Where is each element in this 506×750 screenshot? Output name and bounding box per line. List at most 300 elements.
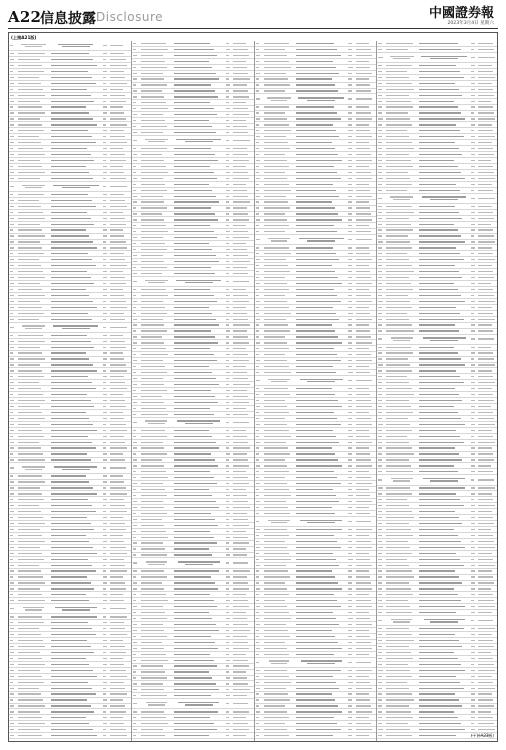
text-placeholder (18, 124, 41, 125)
table-cell (255, 436, 262, 437)
text-placeholder (348, 418, 351, 419)
table-cell (377, 394, 384, 395)
table-cell (139, 695, 173, 696)
text-placeholder (264, 253, 291, 254)
table-cell (225, 689, 232, 690)
table-cell (384, 95, 418, 96)
text-placeholder (348, 630, 352, 631)
table-cell (418, 347, 470, 348)
table-cell (109, 301, 131, 302)
text-placeholder (356, 207, 370, 208)
table-cell (9, 517, 16, 518)
text-placeholder (356, 436, 371, 437)
text-placeholder (478, 307, 492, 308)
table-cell (477, 388, 498, 389)
text-placeholder (386, 271, 413, 272)
table-cell (232, 531, 254, 532)
table-cell (9, 95, 16, 96)
text-placeholder (141, 366, 165, 367)
text-placeholder (141, 483, 163, 484)
table-cell (232, 618, 254, 619)
table-cell (255, 324, 262, 325)
text-placeholder (356, 418, 371, 419)
text-placeholder (110, 200, 125, 201)
text-placeholder (264, 354, 285, 355)
text-placeholder (256, 529, 260, 530)
text-placeholder (256, 154, 260, 155)
table-cell (9, 186, 16, 187)
text-placeholder (356, 648, 373, 649)
table-cell (132, 636, 139, 637)
text-placeholder (378, 224, 381, 225)
table-cell (225, 588, 232, 589)
table-cell (262, 535, 296, 536)
text-placeholder (51, 588, 94, 589)
text-placeholder (471, 142, 475, 143)
text-placeholder (18, 394, 43, 395)
table-cell (225, 324, 232, 325)
table-cell (132, 654, 139, 655)
text-placeholder (478, 83, 491, 84)
table-cell (102, 670, 109, 671)
table-cell (384, 313, 418, 314)
table-cell (232, 665, 254, 666)
table-cell (470, 83, 477, 84)
table-cell (16, 241, 50, 242)
text-placeholder (233, 447, 250, 448)
text-placeholder (103, 71, 107, 72)
table-cell (377, 283, 384, 284)
table-cell (132, 201, 139, 202)
text-placeholder (226, 624, 229, 625)
table-cell (262, 379, 296, 383)
text-placeholder (10, 688, 14, 689)
table-cell (50, 475, 102, 476)
table-cell (355, 529, 377, 530)
table-cell (50, 224, 102, 225)
text-placeholder (51, 394, 87, 395)
table-cell (377, 376, 384, 377)
table-cell (50, 466, 102, 470)
table-cell (470, 313, 477, 314)
table-cell (232, 654, 254, 655)
table-cell (347, 717, 354, 718)
text-placeholder (264, 489, 289, 490)
table-cell (50, 699, 102, 700)
table-cell (102, 664, 109, 665)
table-cell (139, 336, 173, 337)
table-cell (295, 520, 347, 524)
text-placeholder (419, 241, 465, 242)
text-placeholder (174, 548, 209, 549)
text-placeholder (10, 424, 14, 425)
table-cell (173, 390, 225, 391)
table-cell (109, 376, 131, 377)
table-cell (9, 705, 16, 706)
table-cell (295, 360, 347, 361)
text-placeholder (141, 618, 167, 619)
text-placeholder (348, 154, 351, 155)
table-cell (9, 160, 16, 161)
text-placeholder (478, 101, 491, 102)
table-cell (418, 172, 470, 173)
text-placeholder (51, 370, 97, 371)
text-placeholder (133, 84, 136, 85)
table-cell (16, 160, 50, 161)
table-cell (384, 319, 418, 320)
table-cell (255, 570, 262, 571)
table-cell (16, 253, 50, 254)
table-cell (139, 723, 173, 724)
text-placeholder (133, 689, 137, 690)
table-cell (132, 624, 139, 625)
text-placeholder (133, 324, 137, 325)
table-cell (102, 136, 109, 137)
text-placeholder (110, 186, 127, 187)
table-cell (109, 166, 131, 167)
table-cell (232, 537, 254, 538)
text-placeholder (133, 542, 137, 543)
text-placeholder (51, 358, 89, 359)
table-cell (262, 553, 296, 554)
table-cell (102, 71, 109, 72)
text-placeholder (233, 414, 248, 415)
table-cell (173, 313, 225, 314)
text-placeholder (471, 124, 475, 125)
text-placeholder (174, 402, 219, 403)
text-placeholder (296, 172, 337, 173)
text-placeholder (141, 108, 168, 109)
table-cell (9, 646, 16, 647)
text-placeholder (233, 49, 248, 50)
table-cell (355, 436, 377, 437)
text-placeholder (148, 141, 165, 142)
text-placeholder (174, 73, 216, 74)
text-placeholder (378, 106, 382, 107)
table-cell (102, 622, 109, 623)
table-cell (295, 553, 347, 554)
text-placeholder (348, 84, 352, 85)
text-placeholder (226, 166, 230, 167)
table-cell (477, 166, 498, 167)
text-placeholder (419, 71, 460, 72)
text-placeholder (141, 436, 167, 437)
table-cell (470, 259, 477, 260)
table-cell (109, 400, 131, 401)
text-placeholder (256, 682, 260, 683)
text-placeholder (174, 354, 214, 355)
text-placeholder (103, 570, 107, 571)
table-cell (225, 471, 232, 472)
text-placeholder (478, 198, 495, 199)
table-cell (377, 130, 384, 131)
table-cell (295, 670, 347, 671)
text-placeholder (264, 642, 286, 643)
table-cell (173, 465, 225, 466)
table-cell (255, 705, 262, 706)
table-cell (295, 124, 347, 125)
table-cell (109, 475, 131, 476)
text-placeholder (141, 542, 163, 543)
table-row (255, 658, 377, 668)
text-placeholder (233, 184, 246, 185)
text-placeholder (18, 430, 41, 431)
table-cell (255, 366, 262, 367)
table-cell (255, 541, 262, 542)
text-placeholder (356, 112, 371, 113)
table-cell (477, 301, 498, 302)
table-cell (50, 229, 102, 230)
table-cell (139, 660, 173, 661)
text-placeholder (256, 366, 259, 367)
text-placeholder (356, 154, 372, 155)
text-placeholder (226, 319, 229, 320)
table-cell (50, 628, 102, 629)
table-cell (347, 324, 354, 325)
text-placeholder (378, 259, 382, 260)
table-cell (384, 347, 418, 348)
text-placeholder (356, 447, 369, 448)
text-placeholder (226, 531, 230, 532)
text-placeholder (471, 406, 475, 407)
table-cell (355, 98, 377, 99)
table-cell (173, 225, 225, 226)
table-cell (418, 83, 470, 84)
table-cell (262, 160, 296, 161)
text-placeholder (356, 319, 372, 320)
text-placeholder (419, 364, 465, 365)
text-placeholder (18, 517, 43, 518)
text-placeholder (141, 102, 166, 103)
text-placeholder (348, 324, 352, 325)
table-cell (355, 588, 377, 589)
text-placeholder (103, 136, 106, 137)
text-placeholder (51, 160, 94, 161)
text-placeholder (133, 447, 137, 448)
text-placeholder (103, 376, 107, 377)
text-placeholder (226, 636, 230, 637)
text-placeholder (348, 582, 351, 583)
text-placeholder (348, 289, 352, 290)
text-placeholder (18, 699, 43, 700)
text-placeholder (264, 90, 286, 91)
text-placeholder (378, 376, 382, 377)
text-placeholder (356, 662, 371, 663)
text-placeholder (133, 114, 137, 115)
table-cell (295, 148, 347, 149)
table-cell (347, 360, 354, 361)
text-placeholder (256, 324, 259, 325)
table-cell (132, 594, 139, 595)
table-cell (109, 459, 131, 460)
text-placeholder (51, 271, 87, 272)
table-cell (102, 436, 109, 437)
text-placeholder (348, 711, 352, 712)
table-cell (355, 705, 377, 706)
table-cell (295, 154, 347, 155)
text-placeholder (256, 190, 260, 191)
table-cell (477, 65, 498, 66)
table-cell (295, 225, 347, 226)
table-cell (295, 699, 347, 700)
table-cell (50, 430, 102, 431)
text-placeholder (356, 717, 370, 718)
table-cell (470, 224, 477, 225)
text-placeholder (10, 717, 13, 718)
text-placeholder (141, 154, 162, 155)
table-cell (173, 219, 225, 220)
text-placeholder (296, 636, 334, 637)
text-placeholder (10, 529, 14, 530)
text-placeholder (419, 178, 465, 179)
table-cell (470, 382, 477, 383)
text-placeholder (174, 618, 212, 619)
text-placeholder (348, 142, 352, 143)
table-cell (470, 388, 477, 389)
table-cell (109, 335, 131, 336)
table-cell (255, 630, 262, 631)
text-placeholder (233, 354, 248, 355)
text-placeholder (264, 130, 291, 131)
table-cell (173, 160, 225, 161)
table-cell (102, 616, 109, 617)
table-cell (377, 388, 384, 389)
table-cell (477, 184, 498, 185)
table-cell (347, 160, 354, 161)
text-placeholder (103, 295, 107, 296)
text-placeholder (51, 688, 92, 689)
text-placeholder (256, 442, 260, 443)
table-cell (355, 142, 377, 143)
text-placeholder (256, 535, 259, 536)
table-cell (225, 384, 232, 385)
table-cell (355, 49, 377, 50)
text-placeholder (233, 562, 249, 563)
text-placeholder (18, 547, 40, 548)
table-cell (173, 648, 225, 649)
table-cell (232, 140, 254, 141)
table-cell (132, 735, 139, 736)
table-cell (355, 624, 377, 625)
table-cell (232, 273, 254, 274)
table-cell (139, 324, 173, 325)
text-placeholder (233, 102, 246, 103)
table-cell (102, 370, 109, 371)
text-placeholder (54, 466, 97, 467)
table-cell (295, 67, 347, 68)
text-placeholder (419, 370, 456, 371)
text-placeholder (256, 67, 260, 68)
text-placeholder (174, 483, 217, 484)
table-cell (109, 347, 131, 348)
text-placeholder (18, 688, 39, 689)
text-placeholder (133, 630, 137, 631)
text-placeholder (233, 471, 246, 472)
text-placeholder (419, 118, 465, 119)
text-placeholder (378, 289, 382, 290)
table-cell (347, 471, 354, 472)
text-placeholder (10, 271, 13, 272)
table-cell (255, 565, 262, 566)
text-placeholder (18, 664, 44, 665)
table-cell (102, 699, 109, 700)
table-cell (232, 120, 254, 121)
table-cell (384, 382, 418, 383)
table-cell (225, 301, 232, 302)
text-placeholder (10, 735, 14, 736)
text-placeholder (271, 100, 288, 101)
text-placeholder (256, 239, 260, 240)
text-placeholder (141, 49, 168, 50)
text-placeholder (478, 142, 491, 143)
table-cell (139, 711, 173, 712)
text-placeholder (226, 612, 230, 613)
table-cell (16, 335, 50, 336)
table-cell (232, 354, 254, 355)
text-placeholder (264, 78, 288, 79)
table-cell (262, 642, 296, 643)
text-placeholder (233, 348, 246, 349)
text-placeholder (264, 388, 288, 389)
table-cell (347, 624, 354, 625)
table-cell (139, 330, 173, 331)
table-cell (173, 372, 225, 373)
table-cell (16, 723, 50, 724)
text-placeholder (264, 547, 287, 548)
text-placeholder (103, 588, 106, 589)
table-cell (255, 606, 262, 607)
table-cell (477, 338, 498, 339)
table-cell (173, 172, 225, 173)
text-placeholder (226, 43, 230, 44)
text-placeholder (174, 683, 216, 684)
table-cell (16, 95, 50, 96)
text-placeholder (110, 652, 126, 653)
text-placeholder (133, 73, 137, 74)
table-cell (295, 73, 347, 74)
table-cell (477, 283, 498, 284)
table-cell (347, 521, 354, 522)
table-cell (225, 654, 232, 655)
table-cell (50, 541, 102, 542)
text-placeholder (256, 360, 260, 361)
text-placeholder (471, 130, 474, 131)
table-cell (355, 366, 377, 367)
text-placeholder (296, 307, 332, 308)
text-placeholder (18, 459, 45, 460)
text-placeholder (356, 219, 373, 220)
text-placeholder (18, 670, 40, 671)
text-placeholder (356, 618, 371, 619)
table-cell (377, 160, 384, 161)
table-cell (139, 501, 173, 502)
table-cell (262, 307, 296, 308)
table-cell (355, 61, 377, 62)
table-cell (109, 588, 131, 589)
table-cell (377, 172, 384, 173)
text-placeholder (233, 537, 248, 538)
text-placeholder (141, 114, 163, 115)
table-cell (232, 430, 254, 431)
text-placeholder (51, 711, 94, 712)
table-cell (9, 148, 16, 149)
text-placeholder (18, 89, 43, 90)
text-placeholder (133, 636, 136, 637)
text-placeholder (110, 576, 123, 577)
text-placeholder (51, 424, 93, 425)
text-placeholder (10, 295, 14, 296)
table-cell (225, 483, 232, 484)
